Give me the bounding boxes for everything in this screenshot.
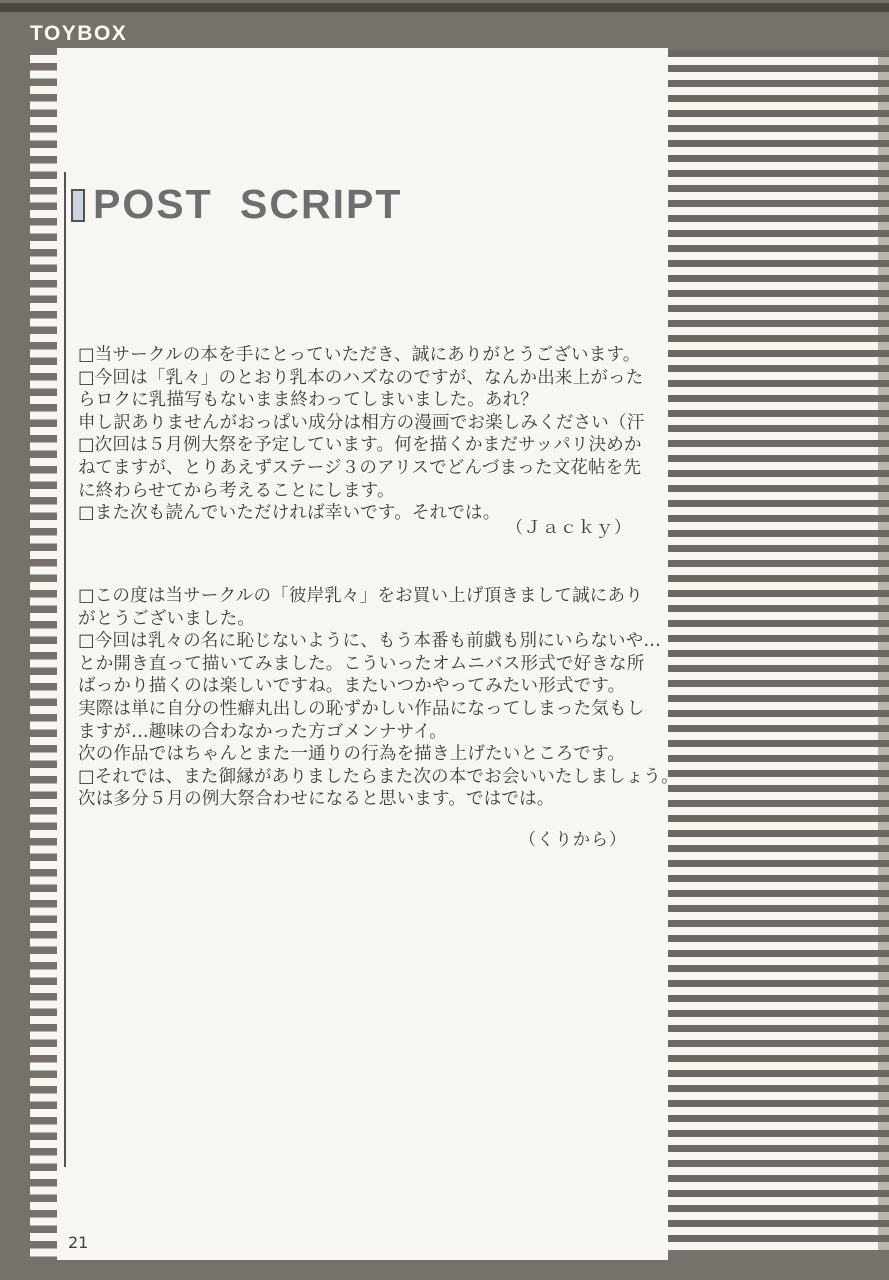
text-line: がとうございました。 (78, 608, 255, 629)
text-line: □今回は乳々の名に恥じないように、もう本番も前戯も別にいらないや… (78, 631, 662, 652)
text-line: 実際は単に自分の性癖丸出しの恥ずかしい作品になってしまった気もし (78, 698, 645, 719)
signature-jacky: （Ｊａｃｋｙ） (506, 518, 632, 538)
afterword-jacky (78, 344, 644, 525)
page-number: 21 (68, 1233, 89, 1252)
text-line: ばっかり描くのは楽しいですね。またいつかやってみたい形式です。 (78, 676, 626, 697)
left-stripe-decoration (30, 55, 57, 1260)
text-line: ますが…趣味の合わなかった方ゴメンナサイ。 (78, 721, 447, 742)
afterword-kurikara (78, 585, 679, 811)
text-line: らロクに乳描写もないまま終わってしまいました。あれ？ (78, 390, 539, 411)
text-line: に終わらせてから考えることにします。 (78, 480, 395, 501)
text-line: 次は多分５月の例大祭合わせになると思います。ではでは。 (78, 789, 555, 810)
right-stripe-decoration (668, 50, 889, 1250)
text-line: □今回は「乳々」のとおり乳本のハズなのですが、なんか出来上がった (78, 367, 644, 388)
text-line: □この度は当サークルの「彼岸乳々」をお買い上げ頂きまして誠にあり (78, 586, 643, 606)
text-line: とか開き直って描いてみました。こういったオムニバス形式で好きな所 (78, 653, 645, 674)
text-line: □それでは、また御縁がありましたらまた次の本でお会いいたしましょう。 (78, 766, 679, 787)
signature-kurikara: （くりから） (519, 830, 627, 850)
page-title: POST SCRIPT (93, 181, 403, 227)
top-border-strip (0, 3, 889, 12)
title-vertical-rule (64, 172, 66, 1167)
book-series-label: TOYBOX (30, 22, 128, 45)
page-edge-shadow (878, 50, 889, 1250)
text-line: 申し訳ありませんがおっぱい成分は相方の漫画でお楽しみください（汗 (78, 412, 645, 433)
text-line: □当サークルの本を手にとっていただき、誠にありがとうございます。 (78, 345, 641, 365)
title-bullet-box (71, 189, 85, 222)
text-line: 次の作品ではちゃんとまた一通りの行為を描き上げたいところです。 (78, 744, 626, 765)
text-line: □また次も読んでいただければ幸いです。それでは。 (78, 503, 501, 524)
text-line: ねてますが、とりあえずステージ３のアリスでどんづまった文花帖を先 (78, 457, 642, 478)
text-line: □次回は５月例大祭を予定しています。何を描くかまだサッパリ決めか (78, 435, 642, 456)
